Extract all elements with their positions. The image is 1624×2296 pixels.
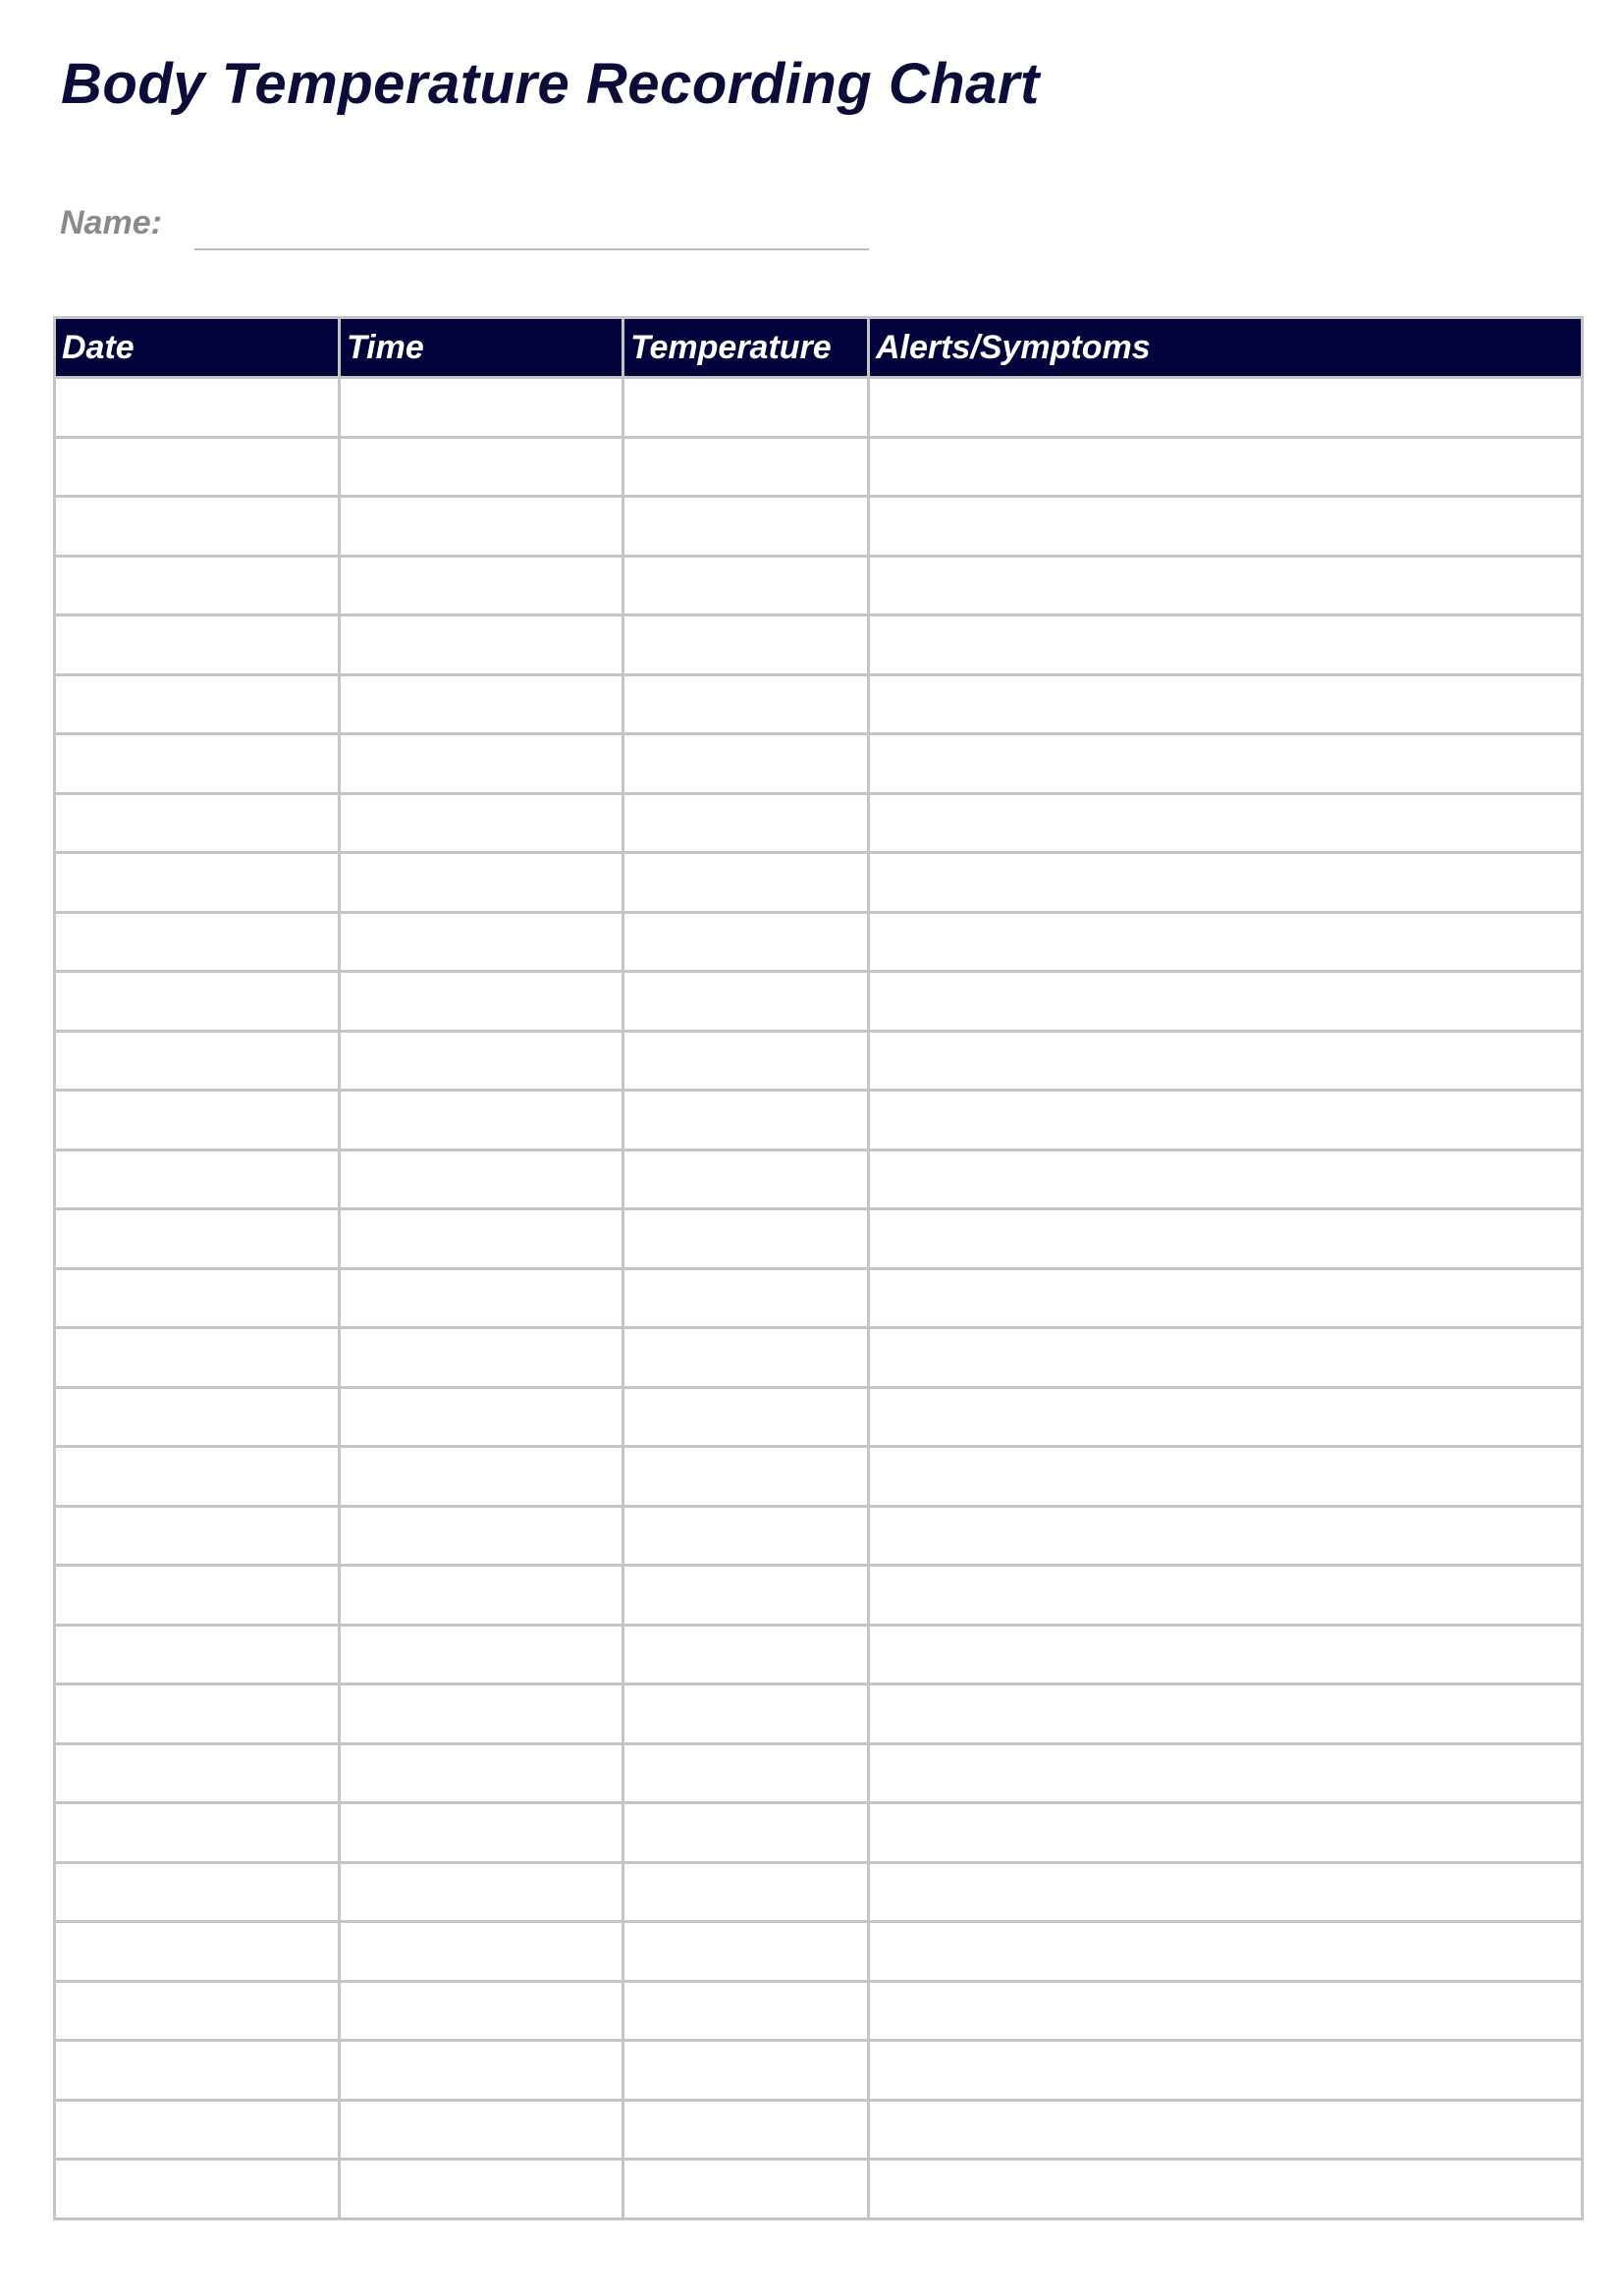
table-row <box>55 1328 1583 1388</box>
page-title: Body Temperature Recording Chart <box>61 52 1040 116</box>
table-row <box>55 1091 1583 1150</box>
cell-date[interactable] <box>55 1803 340 1863</box>
cell-time[interactable] <box>340 1625 623 1684</box>
cell-alerts-symptoms[interactable] <box>869 497 1583 557</box>
cell-time[interactable] <box>340 1566 623 1626</box>
cell-date[interactable] <box>55 1684 340 1744</box>
cell-time[interactable] <box>340 2041 623 2101</box>
cell-time[interactable] <box>340 1684 623 1744</box>
table-row <box>55 1447 1583 1507</box>
cell-temperature[interactable] <box>623 2100 869 2160</box>
cell-alerts-symptoms[interactable] <box>869 1447 1583 1507</box>
table-row <box>55 1625 1583 1684</box>
cell-temperature[interactable] <box>623 734 869 794</box>
table-row <box>55 437 1583 497</box>
cell-date[interactable] <box>55 2160 340 2219</box>
cell-time[interactable] <box>340 1447 623 1507</box>
cell-alerts-symptoms[interactable] <box>869 1031 1583 1091</box>
cell-date[interactable] <box>55 793 340 853</box>
cell-alerts-symptoms[interactable] <box>869 2160 1583 2219</box>
cell-temperature[interactable] <box>623 1031 869 1091</box>
cell-date[interactable] <box>55 378 340 438</box>
cell-alerts-symptoms[interactable] <box>869 972 1583 1032</box>
table-row <box>55 1743 1583 1803</box>
cell-date[interactable] <box>55 734 340 794</box>
table-row <box>55 1031 1583 1091</box>
cell-alerts-symptoms[interactable] <box>869 1566 1583 1626</box>
cell-date[interactable] <box>55 2100 340 2160</box>
cell-alerts-symptoms[interactable] <box>869 1803 1583 1863</box>
cell-time[interactable] <box>340 2100 623 2160</box>
cell-temperature[interactable] <box>623 1091 869 1150</box>
table-row <box>55 497 1583 557</box>
cell-date[interactable] <box>55 1447 340 1507</box>
cell-time[interactable] <box>340 734 623 794</box>
cell-temperature[interactable] <box>623 1743 869 1803</box>
cell-time[interactable] <box>340 1922 623 1982</box>
cell-temperature[interactable] <box>623 1862 869 1922</box>
cell-time[interactable] <box>340 1149 623 1209</box>
cell-temperature[interactable] <box>623 912 869 972</box>
cell-temperature[interactable] <box>623 793 869 853</box>
column-header-temperature: Temperature <box>623 318 869 378</box>
cell-temperature[interactable] <box>623 556 869 615</box>
table-row <box>55 615 1583 675</box>
cell-temperature[interactable] <box>623 2160 869 2219</box>
cell-alerts-symptoms[interactable] <box>869 1387 1583 1447</box>
cell-temperature[interactable] <box>623 1387 869 1447</box>
cell-date[interactable] <box>55 2041 340 2101</box>
cell-time[interactable] <box>340 853 623 913</box>
cell-alerts-symptoms[interactable] <box>869 1684 1583 1744</box>
cell-temperature[interactable] <box>623 1506 869 1566</box>
cell-alerts-symptoms[interactable] <box>869 1091 1583 1150</box>
cell-time[interactable] <box>340 1506 623 1566</box>
table-row <box>55 1566 1583 1626</box>
cell-temperature[interactable] <box>623 1447 869 1507</box>
table-header-row <box>55 318 1583 378</box>
cell-time[interactable] <box>340 556 623 615</box>
cell-date[interactable] <box>55 1922 340 1982</box>
cell-alerts-symptoms[interactable] <box>869 734 1583 794</box>
table-row <box>55 1684 1583 1744</box>
cell-date[interactable] <box>55 437 340 497</box>
cell-temperature[interactable] <box>623 1566 869 1626</box>
cell-alerts-symptoms[interactable] <box>869 437 1583 497</box>
cell-time[interactable] <box>340 1031 623 1091</box>
cell-date[interactable] <box>55 1981 340 2041</box>
cell-date[interactable] <box>55 972 340 1032</box>
cell-alerts-symptoms[interactable] <box>869 556 1583 615</box>
cell-temperature[interactable] <box>623 972 869 1032</box>
cell-temperature[interactable] <box>623 497 869 557</box>
cell-date[interactable] <box>55 853 340 913</box>
cell-time[interactable] <box>340 1981 623 2041</box>
table-row <box>55 972 1583 1032</box>
cell-date[interactable] <box>55 1268 340 1328</box>
cell-time[interactable] <box>340 1268 623 1328</box>
table-body <box>55 378 1583 2219</box>
cell-time[interactable] <box>340 1209 623 1269</box>
table-row <box>55 1922 1583 1982</box>
cell-date[interactable] <box>55 1506 340 1566</box>
cell-temperature[interactable] <box>623 1981 869 2041</box>
cell-time[interactable] <box>340 1387 623 1447</box>
cell-time[interactable] <box>340 497 623 557</box>
cell-temperature[interactable] <box>623 1922 869 1982</box>
cell-time[interactable] <box>340 1803 623 1863</box>
cell-temperature[interactable] <box>623 1149 869 1209</box>
cell-date[interactable] <box>55 615 340 675</box>
table-row <box>55 2041 1583 2101</box>
cell-date[interactable] <box>55 1387 340 1447</box>
cell-date[interactable] <box>55 1862 340 1922</box>
cell-time[interactable] <box>340 674 623 734</box>
cell-alerts-symptoms[interactable] <box>869 1149 1583 1209</box>
table-row <box>55 556 1583 615</box>
name-field-row <box>60 196 885 255</box>
cell-temperature[interactable] <box>623 378 869 438</box>
cell-alerts-symptoms[interactable] <box>869 1209 1583 1269</box>
cell-alerts-symptoms[interactable] <box>869 615 1583 675</box>
cell-time[interactable] <box>340 437 623 497</box>
cell-alerts-symptoms[interactable] <box>869 378 1583 438</box>
cell-temperature[interactable] <box>623 1803 869 1863</box>
table-row <box>55 2160 1583 2219</box>
cell-temperature[interactable] <box>623 1684 869 1744</box>
cell-alerts-symptoms[interactable] <box>869 912 1583 972</box>
table-row <box>55 674 1583 734</box>
cell-date[interactable] <box>55 497 340 557</box>
cell-time[interactable] <box>340 1743 623 1803</box>
cell-temperature[interactable] <box>623 853 869 913</box>
cell-alerts-symptoms[interactable] <box>869 1625 1583 1684</box>
table-row <box>55 793 1583 853</box>
cell-temperature[interactable] <box>623 1625 869 1684</box>
table-row <box>55 734 1583 794</box>
temperature-log-table <box>53 316 1584 2220</box>
cell-date[interactable] <box>55 1328 340 1388</box>
cell-alerts-symptoms[interactable] <box>869 1506 1583 1566</box>
table-row <box>55 853 1583 913</box>
cell-alerts-symptoms[interactable] <box>869 853 1583 913</box>
cell-time[interactable] <box>340 378 623 438</box>
cell-date[interactable] <box>55 1743 340 1803</box>
table-row <box>55 1862 1583 1922</box>
cell-temperature[interactable] <box>623 437 869 497</box>
column-header-alerts-symptoms: Alerts/Symptoms <box>869 318 1583 378</box>
cell-alerts-symptoms[interactable] <box>869 1268 1583 1328</box>
table-row <box>55 1981 1583 2041</box>
cell-temperature[interactable] <box>623 674 869 734</box>
cell-alerts-symptoms[interactable] <box>869 1328 1583 1388</box>
cell-date[interactable] <box>55 1031 340 1091</box>
cell-date[interactable] <box>55 674 340 734</box>
cell-date[interactable] <box>55 1566 340 1626</box>
cell-alerts-symptoms[interactable] <box>869 1862 1583 1922</box>
cell-time[interactable] <box>340 912 623 972</box>
cell-time[interactable] <box>340 615 623 675</box>
table-row <box>55 1506 1583 1566</box>
name-label: Name: <box>60 204 162 241</box>
table-row <box>55 2100 1583 2160</box>
cell-time[interactable] <box>340 972 623 1032</box>
table-row <box>55 912 1583 972</box>
cell-temperature[interactable] <box>623 1328 869 1388</box>
cell-temperature[interactable] <box>623 2041 869 2101</box>
cell-date[interactable] <box>55 1091 340 1150</box>
table-row <box>55 1803 1583 1863</box>
table-row <box>55 1149 1583 1209</box>
cell-alerts-symptoms[interactable] <box>869 674 1583 734</box>
cell-time[interactable] <box>340 1328 623 1388</box>
cell-alerts-symptoms[interactable] <box>869 1981 1583 2041</box>
cell-alerts-symptoms[interactable] <box>869 2041 1583 2101</box>
cell-date[interactable] <box>55 1149 340 1209</box>
cell-date[interactable] <box>55 1209 340 1269</box>
table-row <box>55 1209 1583 1269</box>
cell-date[interactable] <box>55 912 340 972</box>
cell-time[interactable] <box>340 793 623 853</box>
name-input-line[interactable] <box>194 248 869 250</box>
cell-time[interactable] <box>340 1862 623 1922</box>
column-header-date: Date <box>55 318 340 378</box>
cell-alerts-symptoms[interactable] <box>869 2100 1583 2160</box>
cell-date[interactable] <box>55 556 340 615</box>
cell-alerts-symptoms[interactable] <box>869 793 1583 853</box>
cell-time[interactable] <box>340 2160 623 2219</box>
table-row <box>55 378 1583 438</box>
cell-temperature[interactable] <box>623 1209 869 1269</box>
cell-time[interactable] <box>340 1091 623 1150</box>
cell-alerts-symptoms[interactable] <box>869 1922 1583 1982</box>
cell-alerts-symptoms[interactable] <box>869 1743 1583 1803</box>
table-row <box>55 1387 1583 1447</box>
table-row <box>55 1268 1583 1328</box>
column-header-time: Time <box>340 318 623 378</box>
cell-temperature[interactable] <box>623 1268 869 1328</box>
cell-temperature[interactable] <box>623 615 869 675</box>
cell-date[interactable] <box>55 1625 340 1684</box>
